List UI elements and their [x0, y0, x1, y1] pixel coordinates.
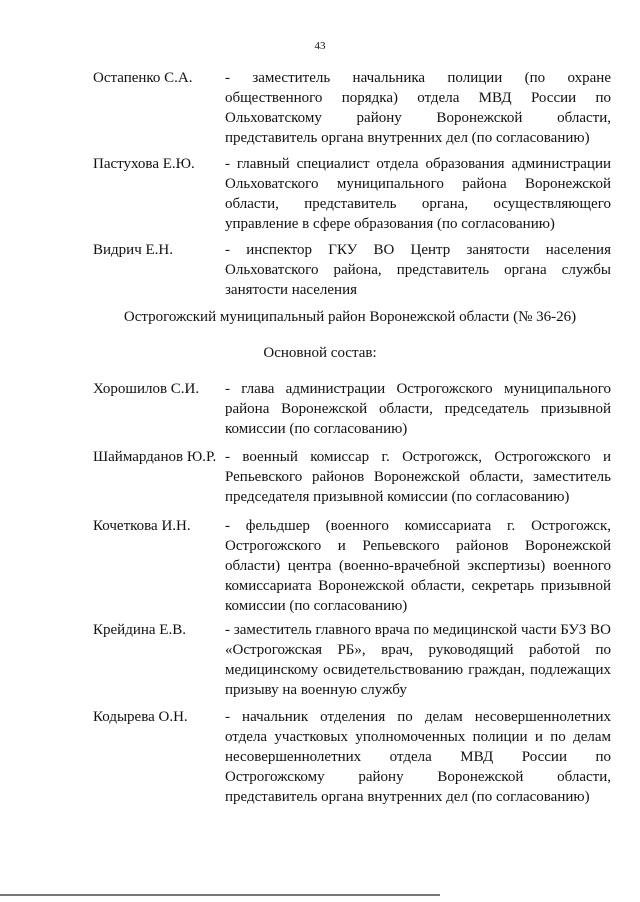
member-name: Пастухова Е.Ю.	[93, 156, 195, 172]
member-role-description: - заместитель главного врача по медицинской части БУЗ ВО «Острогожская РБ», врач, руководящий работой по медицинскому освидетельствованию граждан, подлежащих призыву на военную службу	[225, 622, 611, 698]
commission-member-entry	[93, 379, 611, 439]
member-role-description: - главный специалист отдела образования администрации Ольховатского муниципального района Воронежской области, представитель органа, осуществляющего управление в сфере образования (по согласованию)	[225, 156, 611, 232]
member-name: Крейдина Е.В.	[93, 622, 186, 638]
member-name: Хорошилов С.И.	[93, 381, 200, 397]
member-role-description: - начальник отделения по делам несовершеннолетних отдела участковых уполномоченных полиции и по делам несовершеннолетних отдела МВД России по Острогожскому району Воронежской области, представитель органа внутренних дел (по согласованию)	[225, 709, 611, 805]
commission-member-entry	[93, 707, 611, 807]
subsection-title: Основной состав:	[263, 345, 377, 361]
member-role-description: - инспектор ГКУ ВО Центр занятости населения Ольховатского района, представитель органа службы занятости населения	[225, 242, 611, 298]
section-title: Острогожский муниципальный район Воронежской области (№ 36-26)	[123, 309, 577, 325]
member-name: Кодырева О.Н.	[93, 709, 188, 725]
member-name: Видрич Е.Н.	[93, 242, 173, 258]
commission-member-entry	[93, 240, 611, 300]
page-number: 43	[314, 40, 326, 52]
commission-member-entry	[93, 620, 611, 700]
commission-member-entry	[93, 154, 611, 234]
member-name: Шаймарданов Ю.Р.	[93, 449, 217, 465]
member-role-description: - заместитель начальника полиции (по охране общественного порядка) отдела МВД России по Ольховатскому району Воронежской области, представитель органа внутренних дел (по согласованию)	[225, 70, 611, 146]
member-role-description: - глава администрации Острогожского муниципального района Воронежской области, председатель призывной комиссии (по согласованию)	[225, 381, 611, 437]
member-role-description: - военный комиссар г. Острогожск, Острогожского и Репьевского районов Воронежской области, заместитель председателя призывной комиссии (по согласованию)	[225, 449, 611, 505]
member-role-description: - фельдшер (военного комиссариата г. Острогожск, Острогожского и Репьевского районов Воронежской области) центра (военно-врачебной экспертизы) военного комиссариата Воронежской области, секретарь призывной комиссии (по согласованию)	[225, 518, 611, 614]
commission-member-entry	[93, 68, 611, 148]
member-name: Остапенко С.А.	[93, 70, 193, 86]
footer-divider	[0, 894, 440, 896]
commission-member-entry	[93, 447, 611, 507]
member-name: Кочеткова И.Н.	[93, 518, 191, 534]
commission-member-entry	[93, 516, 611, 616]
